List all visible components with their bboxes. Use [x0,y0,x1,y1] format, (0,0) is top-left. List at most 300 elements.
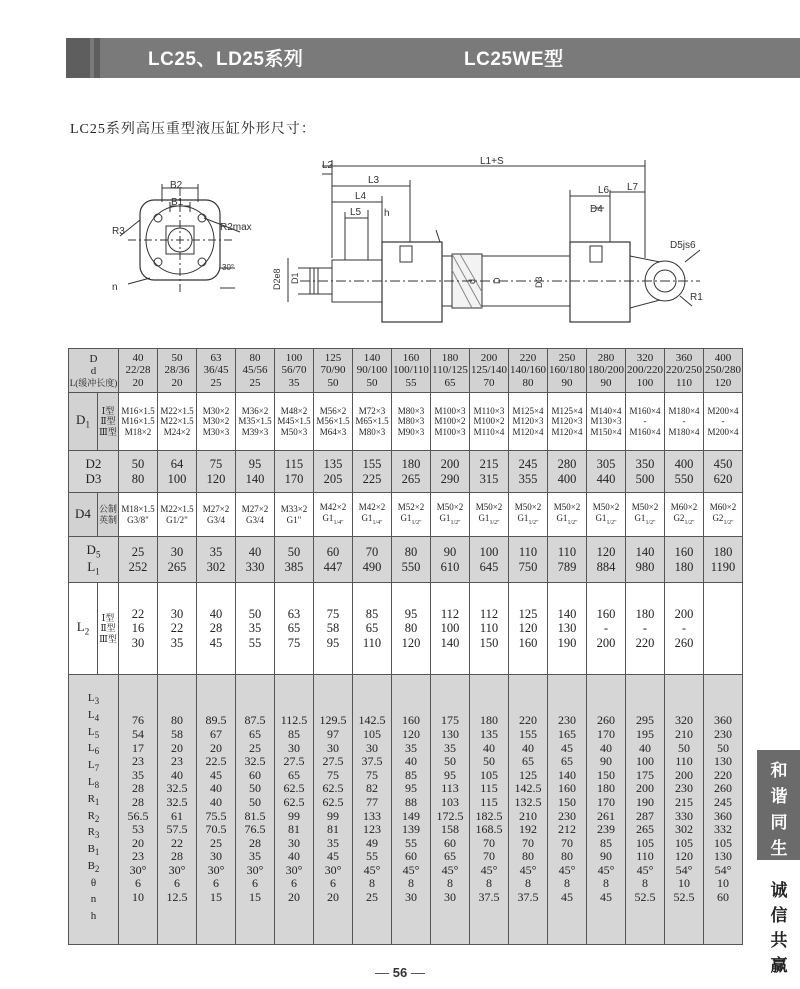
dim-value: 215 [675,794,693,809]
dim-value: 90 [600,849,612,864]
label-r3: R3 [112,226,125,237]
dims-col [236,675,275,945]
dim-value: 52.5 [673,890,695,905]
dim-value: 230 [675,781,693,796]
d5-l1-cell: 35 302 [197,537,236,583]
dim-value: 150 [558,794,576,809]
dim-value: 81.5 [244,808,266,823]
dim-value: 77 [366,794,378,809]
dim-value: 99 [288,808,300,823]
dim-value: 150 [597,767,615,782]
dim-value: 200 [675,767,693,782]
dim-value: 35 [327,835,339,850]
label-r1: R1 [690,292,703,303]
dim-value: 40 [210,794,222,809]
d2-d3-cell: 350 500 [626,451,665,493]
d1-cell: M200×4 - M200×4 [704,393,743,451]
side-banner-bottom: 诚 信 共 赢 [770,881,788,976]
dim-value: 56.5 [127,808,149,823]
label-h: h [384,208,390,219]
dim-value: 230 [558,713,576,728]
side-banner [757,750,800,975]
dim-value: 35 [132,767,144,782]
dim-value: 55 [366,849,378,864]
dim-value: 17 [132,740,144,755]
d5-l1-cell: 50 385 [275,537,314,583]
dim-value: 62.5 [322,794,344,809]
l2-cell: 140 130 190 [548,583,587,675]
dim-value: 200 [636,781,654,796]
dims-col [509,675,548,945]
dim-name: $L_4$ [87,708,100,723]
dim-value: 70 [522,835,534,850]
d2-d3-cell: 245 355 [509,451,548,493]
l2-cell: 95 80 120 [392,583,431,675]
dim-value: 170 [597,726,615,741]
dims-row [69,675,743,945]
dim-value: 360 [714,808,732,823]
dim-value: 95 [444,767,456,782]
d5-l1-cell: 90 610 [431,537,470,583]
dim-value: 45° [402,862,420,877]
dim-value: 182.5 [475,808,503,823]
dim-value: 239 [597,822,615,837]
d1-cell: M30×2 M30×2 M30×3 [197,393,236,451]
d1-types: Ⅰ型 Ⅱ型 Ⅲ型 [98,393,119,451]
dim-value: 260 [597,713,615,728]
dim-value: 45 [210,767,222,782]
d2-d3-cell: 215 315 [470,451,509,493]
d2-d3-cell: 280 400 [548,451,587,493]
dims-col [431,675,470,945]
d5-l1-label: $D_5$ $L_1$ [69,537,119,583]
dim-value: 8 [447,876,453,891]
dim-value: 30° [129,862,147,877]
dim-value: 50 [717,740,729,755]
l2-cell: 85 65 110 [353,583,392,675]
dim-value: 132.5 [514,794,542,809]
dim-value: 62.5 [283,781,305,796]
col-header: 100 56/70 35 [275,349,314,393]
l2-cell: 160 - 200 [587,583,626,675]
dim-value: 15 [210,890,222,905]
dim-value: 103 [441,794,459,809]
d4-cell: M60×2 $G2_{1/2"}$ [665,493,704,537]
d5-l1-cell: 110 750 [509,537,548,583]
dim-value: 60 [405,849,417,864]
dim-value: 210 [675,726,693,741]
dim-value: 230 [558,808,576,823]
cylinder-drawing [100,150,740,345]
dim-value: 110 [636,849,654,864]
page-header [66,38,800,78]
dims-col [158,675,197,945]
dim-value: 120 [675,849,693,864]
side-banner-top: 和 谐 同 生 [757,750,800,860]
dim-value: 32.5 [166,794,188,809]
dim-value: 149 [402,808,420,823]
d1-cell: M48×2 M45×1.5 M50×3 [275,393,314,451]
dim-value: 50 [483,754,495,769]
d2-d3-cell: 64 100 [158,451,197,493]
dim-value: 160 [402,713,420,728]
label-l6: L6 [598,185,610,196]
l2-cell: 125 120 160 [509,583,548,675]
dim-value: 8 [642,876,648,891]
dim-name: $B_1$ [87,843,100,858]
dim-value: 139 [402,822,420,837]
dim-value: 37.5 [361,754,383,769]
d1-cell: M22×1.5 M22×1.5 M24×2 [158,393,197,451]
dim-value: 45° [558,862,576,877]
d1-cell: M125×4 M120×3 M120×4 [509,393,548,451]
l2-cell: 50 35 55 [236,583,275,675]
dim-value: 54° [675,862,693,877]
dim-value: 23 [171,754,183,769]
l2-row [69,583,743,675]
l2-cell: 200 - 260 [665,583,704,675]
dim-value: 172.5 [436,808,464,823]
d4-cell: M50×2 $G1_{1/2"}$ [626,493,665,537]
dims-col [665,675,704,945]
dim-value: 60 [444,835,456,850]
dim-value: 105 [636,835,654,850]
section-subtitle: LC25系列高压重型液压缸外形尺寸： [70,122,316,137]
dim-value: 40 [210,781,222,796]
dim-value: 40 [171,767,183,782]
dim-value: 100 [636,754,654,769]
d1-cell: M72×3 M65×1.5 M80×3 [353,393,392,451]
dim-value: 58 [171,726,183,741]
dim-value: 35 [405,740,417,755]
d2-d3-cell: 155 225 [353,451,392,493]
dim-value: 45° [519,862,537,877]
dim-value: 12.5 [166,890,188,905]
label-big-d: D [492,277,502,284]
dim-value: 330 [675,808,693,823]
col-header: 250 160/180 90 [548,349,587,393]
label-l3: L3 [368,175,380,186]
dim-value: 112.5 [280,713,308,728]
d2-d3-cell: 115 170 [275,451,314,493]
dims-col [626,675,665,945]
dim-value: 62.5 [322,781,344,796]
label-l2: L2 [322,160,334,171]
dim-value: 40 [600,740,612,755]
d1-cell: M160×4 - M160×4 [626,393,665,451]
dim-value: 45 [327,849,339,864]
dim-name: $L_8$ [87,775,100,791]
dim-value: 212 [558,822,576,837]
d4-label: D4 [69,493,98,537]
dim-value: 8 [486,876,492,891]
d2-d3-cell: 180 265 [392,451,431,493]
d4-cell: M42×2 $G1_{1/4"}$ [314,493,353,537]
d4-cell: M18×1.5 G3/8" [119,493,158,537]
dim-value: 8 [603,876,609,891]
d1-cell: M140×4 M130×3 M150×4 [587,393,626,451]
dim-value: 40 [288,849,300,864]
header-mark-thin [94,38,100,78]
dim-value: 6 [252,876,258,891]
dim-value: 25 [366,890,378,905]
d1-cell: M56×2 M56×1.5 M64×3 [314,393,353,451]
dim-value: 57.5 [166,822,188,837]
col-header: 140 90/100 50 [353,349,392,393]
label-n: n [112,282,118,293]
dim-value: 6 [135,876,141,891]
dim-value: 140 [558,767,576,782]
dims-col [119,675,158,945]
dim-value: 65 [561,754,573,769]
dim-value: 85 [600,835,612,850]
dim-value: 20 [327,890,339,905]
d2-d3-label: D2 D3 [69,451,119,493]
dim-name: θ [90,876,97,889]
dim-value: 175 [636,767,654,782]
d5-l1-cell: 110 789 [548,537,587,583]
col-header: 40 22/28 20 [119,349,158,393]
dims-col [392,675,431,945]
dim-value: 20 [288,890,300,905]
dim-value: 320 [675,713,693,728]
l2-cell: 112 100 140 [431,583,470,675]
col-header: 220 140/160 80 [509,349,548,393]
dim-value: 6 [291,876,297,891]
dim-value: 30° [246,862,264,877]
dim-value: 210 [519,808,537,823]
dim-value: 23 [132,754,144,769]
dim-value: 120 [402,726,420,741]
label-l1s: L1+S [480,156,504,167]
dim-value: 54° [714,862,732,877]
dim-value: 135 [480,726,498,741]
d4-cell: M50×2 $G1_{1/2"}$ [509,493,548,537]
d5-l1-cell: 30 265 [158,537,197,583]
dim-value: 75 [366,767,378,782]
col-header: 280 180/200 90 [587,349,626,393]
d1-cell: M110×3 M100×2 M110×4 [470,393,509,451]
l2-cell: 30 22 35 [158,583,197,675]
col-header: 80 45/56 25 [236,349,275,393]
dim-value: 32.5 [244,754,266,769]
label-b2: B2 [170,180,183,191]
l2-cell: 75 58 95 [314,583,353,675]
dims-col [314,675,353,945]
dim-value: 10 [132,890,144,905]
dim-value: 55 [405,835,417,850]
dims-names [69,675,119,945]
dim-value: 99 [327,808,339,823]
dim-value: 190 [636,794,654,809]
dim-value: 10 [717,876,729,891]
col-header: 200 125/140 70 [470,349,509,393]
header-row [69,349,743,393]
col-header: 400 250/280 120 [704,349,743,393]
d2-d3-cell: 75 120 [197,451,236,493]
dim-value: 60 [249,767,261,782]
dim-value: 85 [405,767,417,782]
dim-value: 180 [480,713,498,728]
dim-name: $R_2$ [87,809,100,824]
dim-value: 123 [363,822,381,837]
d4-row [69,493,743,537]
label-d2e8: D2e8 [272,268,282,290]
label-l4: L4 [355,191,367,202]
d1-cell: M100×3 M100×2 M100×3 [431,393,470,451]
dim-value: 28 [249,835,261,850]
dim-value: 230 [714,726,732,741]
dim-value: 30 [288,835,300,850]
dim-value: 80 [561,849,573,864]
dim-value: 28 [132,794,144,809]
dim-value: 53 [132,822,144,837]
dim-value: 105 [363,726,381,741]
dim-value: 133 [363,808,381,823]
dim-value: 160 [558,781,576,796]
dim-value: 27.5 [322,754,344,769]
series-title: LC25、LD25系列 [148,49,304,70]
dim-value: 245 [714,794,732,809]
dim-value: 67 [210,726,222,741]
dim-value: 192 [519,822,537,837]
l2-cell: 63 65 75 [275,583,314,675]
d5-l1-cell: 100 645 [470,537,509,583]
col-header: 320 200/220 100 [626,349,665,393]
dims-col [275,675,314,945]
dim-value: 37.5 [478,890,500,905]
model-title: LC25WE型 [464,49,564,70]
dim-value: 30° [324,862,342,877]
col-header: 360 220/250 110 [665,349,704,393]
col-header: 50 28/36 20 [158,349,197,393]
dim-value: 130 [714,754,732,769]
dim-value: 75 [327,767,339,782]
col-header: 63 36/45 25 [197,349,236,393]
dim-value: 105 [714,835,732,850]
dim-value: 105 [480,767,498,782]
dim-value: 45 [561,890,573,905]
dim-value: 28 [171,849,183,864]
dim-value: 35 [444,740,456,755]
dim-value: 110 [675,754,693,769]
dim-value: 87.5 [244,713,266,728]
dim-value: 130 [714,849,732,864]
dim-value: 85 [288,726,300,741]
dim-value: 49 [366,835,378,850]
dim-value: 105 [675,835,693,850]
dim-value: 158 [441,822,459,837]
l2-cell: 22 16 30 [119,583,158,675]
dim-value: 95 [405,781,417,796]
dim-value: 97 [327,726,339,741]
d4-cell: M33×2 G1" [275,493,314,537]
d4-cell: M27×2 G3/4 [236,493,275,537]
d2-d3-cell: 200 290 [431,451,470,493]
dim-name: $B_2$ [87,859,100,875]
d2-d3-cell: 50 80 [119,451,158,493]
dim-value: 81 [327,822,339,837]
d5-l1-cell: 120 884 [587,537,626,583]
d2-d3-cell: 305 440 [587,451,626,493]
dim-value: 30 [210,849,222,864]
dim-value: 30 [405,890,417,905]
d4-cell: M60×2 $G2_{1/2"}$ [704,493,743,537]
dim-value: 30 [288,740,300,755]
label-b1: B1 [171,197,184,208]
dim-value: 142.5 [358,713,386,728]
dim-value: 76 [132,713,144,728]
d1-cell: M36×2 M35×1.5 M39×3 [236,393,275,451]
dim-value: 115 [480,794,498,809]
dim-value: 8 [408,876,414,891]
dim-value: 20 [210,740,222,755]
d5-l1-cell: 140 980 [626,537,665,583]
d5-l1-row [69,537,743,583]
label-r2max: R2max [220,222,252,233]
d4-cell: M52×2 $G1_{1/2"}$ [392,493,431,537]
dim-value: 8 [564,876,570,891]
dim-value: 23 [132,849,144,864]
d2-d3-cell: 450 620 [704,451,743,493]
dim-value: 35 [249,849,261,864]
dim-value: 88 [405,794,417,809]
cylinder-side-view [288,160,700,322]
dim-value: 45 [561,740,573,755]
dim-value: 30 [366,740,378,755]
label-30deg: 30° [222,263,235,272]
dim-value: 90 [600,754,612,769]
dim-value: 75.5 [205,808,227,823]
d4-cell: M50×2 $G1_{1/2"}$ [431,493,470,537]
d1-label: $D_1$ [69,393,98,451]
dim-name: $L_7$ [87,759,100,774]
d4-types: 公制 英制 [98,493,119,537]
dim-value: 45° [597,862,615,877]
dim-value: 295 [636,713,654,728]
page-footer [370,965,430,980]
dim-value: 10 [678,876,690,891]
d2-d3-cell: 95 140 [236,451,275,493]
d1-cell: M180×4 - M180×4 [665,393,704,451]
dims-col [197,675,236,945]
dim-value: 45° [480,862,498,877]
l2-cell: 40 28 45 [197,583,236,675]
dim-value: 65 [444,849,456,864]
dim-value: 15 [249,890,261,905]
dim-value: 165 [558,726,576,741]
dim-value: 30° [285,862,303,877]
dim-value: 40 [483,740,495,755]
spec-table [68,348,743,945]
dim-value: 170 [597,794,615,809]
dim-name: $L_6$ [87,742,100,757]
dim-value: 37.5 [517,890,539,905]
dim-name: n [90,893,97,906]
dim-value: 30 [444,890,456,905]
dim-value: 6 [174,876,180,891]
label-l5: L5 [350,207,362,218]
dim-value: 30 [327,740,339,755]
l2-cell: 180 - 220 [626,583,665,675]
d2-d3-cell: 400 550 [665,451,704,493]
dim-value: 50 [678,740,690,755]
dim-value: 89.5 [205,713,227,728]
dim-value: 360 [714,713,732,728]
dim-value: 195 [636,726,654,741]
d5-l1-cell: 70 490 [353,537,392,583]
dim-value: 220 [519,713,537,728]
